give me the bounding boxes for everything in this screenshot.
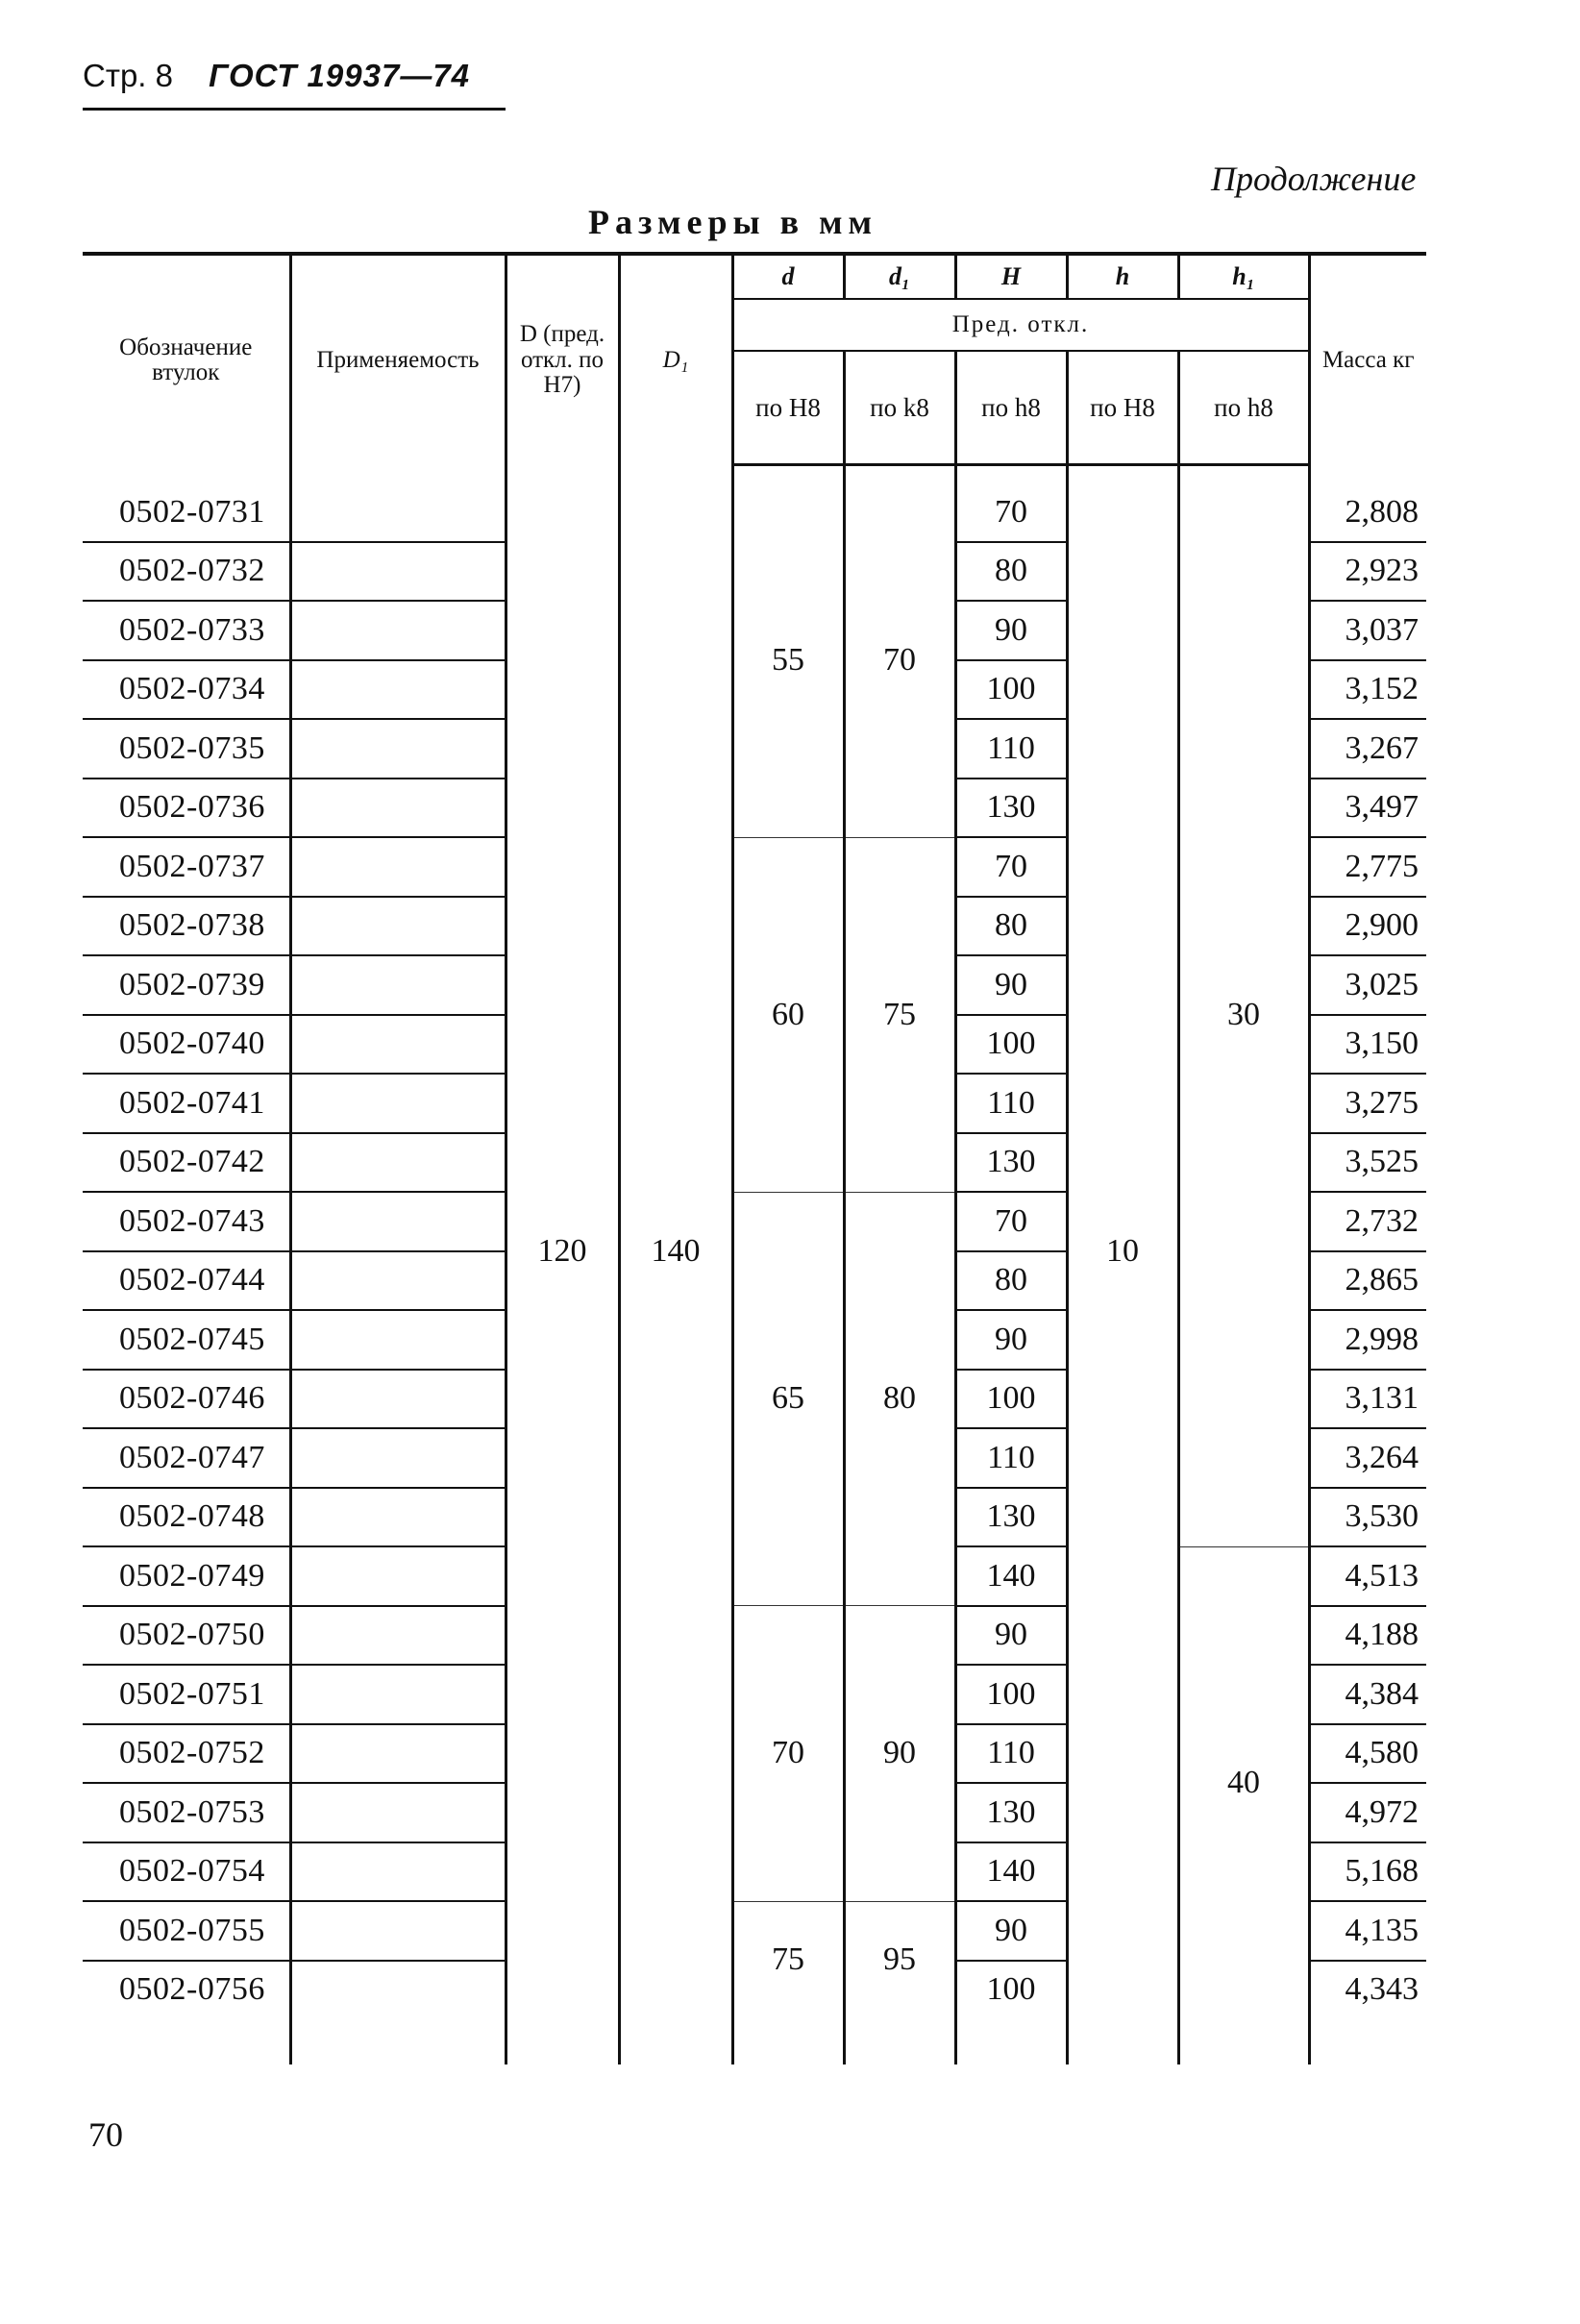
mass-cell: 2,732 [1309, 1192, 1426, 1251]
designation-cell: 0502-0751 [83, 1665, 290, 1724]
designation-cell: 0502-0756 [119, 1971, 265, 2008]
H-cell: 100 [955, 1961, 1067, 2019]
mass-cell: 5,168 [1309, 1842, 1426, 1902]
h-cell: 10 [1067, 483, 1178, 2018]
H-cell: 90 [955, 1606, 1067, 1666]
H-cell: 90 [955, 1310, 1067, 1370]
col-h1: h₁ [1178, 254, 1309, 299]
bushings-table [83, 252, 1426, 2064]
tol-d1: по k8 [844, 351, 955, 465]
applicability-cell [290, 1606, 506, 1666]
d1-cell: 70 [844, 483, 955, 837]
mass-cell: 3,530 [1309, 1488, 1426, 1547]
H-cell: 70 [955, 483, 1067, 542]
col-D: D (пред. откл. по H7) [506, 254, 619, 465]
designation-cell: 0502-0742 [83, 1133, 290, 1193]
mass-cell: 4,513 [1309, 1546, 1426, 1606]
designation-cell: 0502-0754 [83, 1842, 290, 1902]
applicability-cell [290, 955, 506, 1015]
mass-cell: 3,025 [1309, 955, 1426, 1015]
standard-number: ГОСТ 19937—74 [209, 58, 471, 93]
D1-cell: 140 [619, 483, 732, 2018]
table-row [83, 483, 1426, 542]
designation-cell: 0502-0741 [83, 1074, 290, 1133]
d-cell: 70 [732, 1606, 844, 1902]
applicability-cell [290, 1901, 506, 1961]
tol-h1: по h8 [1178, 351, 1309, 465]
H-cell: 70 [955, 837, 1067, 897]
col-h: h [1067, 254, 1178, 299]
H-cell: 130 [955, 1783, 1067, 1842]
mass-cell: 4,343 [1309, 1961, 1426, 2019]
designation-cell: 0502-0732 [83, 542, 290, 602]
applicability-cell [290, 660, 506, 720]
continuation-label: Продолжение [1211, 160, 1417, 198]
designation-cell: 0502-0743 [83, 1192, 290, 1251]
mass-cell: 3,497 [1309, 779, 1426, 838]
tol-h: по H8 [1067, 351, 1178, 465]
applicability-cell [290, 1665, 506, 1724]
designation-cell: 0502-0752 [83, 1724, 290, 1784]
mass-cell: 4,384 [1309, 1665, 1426, 1724]
designation-cell: 0502-0753 [83, 1783, 290, 1842]
H-cell: 110 [955, 1724, 1067, 1784]
designation-cell: 0502-0736 [83, 779, 290, 838]
applicability-cell [290, 483, 506, 542]
applicability-cell [290, 1074, 506, 1133]
running-header [83, 58, 470, 94]
dimensions-note: Размеры в мм [588, 203, 878, 241]
designation-cell: 0502-0734 [83, 660, 290, 720]
designation-cell: 0502-0738 [83, 897, 290, 956]
col-applicability: Применяемость [290, 254, 506, 465]
D-cell: 120 [506, 483, 619, 2018]
designation-cell: 0502-0749 [83, 1546, 290, 1606]
mass-cell: 2,998 [1309, 1310, 1426, 1370]
designation-cell: 0502-0731 [83, 483, 290, 542]
col-D1: D₁ [619, 254, 732, 465]
header-rule [83, 108, 506, 111]
d1-cell: 95 [844, 1901, 955, 2018]
d1-cell: 90 [844, 1606, 955, 1902]
h1-cell: 40 [1178, 1546, 1309, 2018]
applicability-cell [290, 1961, 506, 2019]
applicability-cell [290, 1251, 506, 1311]
designation-cell: 0502-0735 [83, 719, 290, 779]
mass-cell: 2,865 [1309, 1251, 1426, 1311]
H-cell: 70 [955, 1192, 1067, 1251]
designation-cell: 0502-0755 [83, 1901, 290, 1961]
designation-cell: 0502-0740 [83, 1015, 290, 1075]
H-cell: 80 [955, 1251, 1067, 1311]
H-cell: 140 [955, 1546, 1067, 1606]
H-cell: 100 [955, 1665, 1067, 1724]
designation-cell: 0502-0747 [83, 1428, 290, 1488]
applicability-cell [290, 897, 506, 956]
H-cell: 140 [955, 1842, 1067, 1902]
H-cell: 130 [955, 1488, 1067, 1547]
applicability-cell [290, 1310, 506, 1370]
applicability-cell [290, 1428, 506, 1488]
mass-cell: 3,131 [1309, 1370, 1426, 1429]
mass-cell: 2,900 [1309, 897, 1426, 956]
mass-cell: 4,972 [1309, 1783, 1426, 1842]
mass-cell: 3,264 [1309, 1428, 1426, 1488]
col-designation: Обозначение втулок [83, 254, 290, 465]
applicability-cell [290, 837, 506, 897]
d-cell: 60 [732, 837, 844, 1192]
tol-H: по h8 [955, 351, 1067, 465]
h1-cell: 30 [1178, 483, 1309, 1546]
mass-cell: 2,808 [1309, 483, 1426, 542]
applicability-cell [290, 1015, 506, 1075]
mass-cell: 3,150 [1309, 1015, 1426, 1075]
applicability-cell [290, 1133, 506, 1193]
applicability-cell [290, 1724, 506, 1784]
mass-cell: 4,188 [1309, 1606, 1426, 1666]
page-label: Стр. 8 [83, 58, 173, 93]
H-cell: 80 [955, 542, 1067, 602]
mass-cell: 3,525 [1309, 1133, 1426, 1193]
designation-cell: 0502-0739 [83, 955, 290, 1015]
H-cell: 90 [955, 955, 1067, 1015]
tolerance-header: Пред. откл. [732, 299, 1309, 351]
applicability-cell [290, 719, 506, 779]
applicability-cell [290, 601, 506, 660]
H-cell: 130 [955, 779, 1067, 838]
mass-cell: 2,923 [1309, 542, 1426, 602]
d1-cell: 75 [844, 837, 955, 1192]
tol-d: по H8 [732, 351, 844, 465]
H-cell: 80 [955, 897, 1067, 956]
H-cell: 130 [955, 1133, 1067, 1193]
applicability-cell [290, 1370, 506, 1429]
H-cell: 100 [955, 1015, 1067, 1075]
applicability-cell [290, 779, 506, 838]
col-H: H [955, 254, 1067, 299]
designation-cell: 0502-0746 [83, 1370, 290, 1429]
mass-cell: 2,775 [1309, 837, 1426, 897]
designation-cell: 0502-0750 [83, 1606, 290, 1666]
designation-cell: 0502-0745 [83, 1310, 290, 1370]
applicability-cell [290, 1842, 506, 1902]
d-cell: 65 [732, 1192, 844, 1606]
mass-cell: 3,267 [1309, 719, 1426, 779]
mass-cell: 4,135 [1309, 1901, 1426, 1961]
applicability-cell [290, 542, 506, 602]
page-number: 70 [88, 2115, 123, 2154]
H-cell: 100 [955, 1370, 1067, 1429]
designation-cell: 0502-0737 [83, 837, 290, 897]
mass-cell: 3,275 [1309, 1074, 1426, 1133]
applicability-cell [290, 1488, 506, 1547]
d-cell: 55 [732, 483, 844, 837]
applicability-cell [290, 1783, 506, 1842]
applicability-cell [290, 1192, 506, 1251]
H-cell: 90 [955, 1901, 1067, 1961]
d-cell: 75 [732, 1901, 844, 2018]
H-cell: 100 [955, 660, 1067, 720]
col-d1: d₁ [844, 254, 955, 299]
designation-cell: 0502-0733 [83, 601, 290, 660]
H-cell: 110 [955, 1074, 1067, 1133]
mass-cell: 3,152 [1309, 660, 1426, 720]
d1-cell: 80 [844, 1192, 955, 1606]
table-body [83, 465, 1426, 2065]
designation-cell: 0502-0748 [83, 1488, 290, 1547]
col-d: d [732, 254, 844, 299]
H-cell: 90 [955, 601, 1067, 660]
mass-cell: 3,037 [1309, 601, 1426, 660]
col-mass: Масса кг [1309, 254, 1426, 465]
mass-cell: 4,580 [1309, 1724, 1426, 1784]
applicability-cell [290, 1546, 506, 1606]
designation-cell: 0502-0744 [83, 1251, 290, 1311]
H-cell: 110 [955, 1428, 1067, 1488]
H-cell: 110 [955, 719, 1067, 779]
